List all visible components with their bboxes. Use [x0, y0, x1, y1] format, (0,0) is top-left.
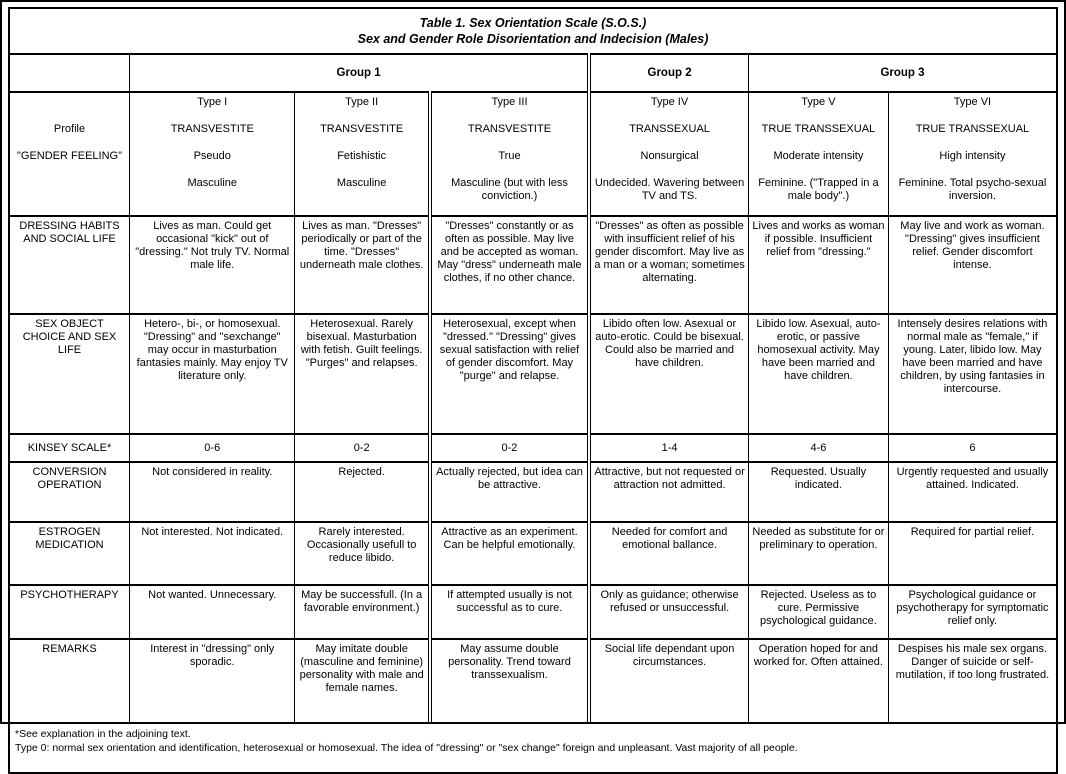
type-header-2: Type II: [345, 96, 379, 108]
estrogen-row: [9, 522, 1057, 585]
footnote-row: [9, 723, 1057, 773]
cell-sex-object-type6: Intensely desires relations with normal male as "female," if young. Later, libido low. May have been married and have children, by using fantasies in intercourse.: [888, 314, 1057, 434]
cell-dressing-type3: "Dresses" constantly or as often as possible. May live and be accepted as woman. May "dress" underneath male clothes, if no other chance.: [430, 216, 589, 314]
cell-kinsey-type1: 0-6: [130, 434, 295, 462]
profile-label-spacer: [13, 96, 126, 109]
row-label-kinsey: KINSEY SCALE*: [9, 434, 130, 462]
type5-subtype: Moderate intensity: [773, 150, 864, 162]
cell-dressing-type5: Lives and works as woman if possible. Insufficient relief from "dressing.": [748, 216, 888, 314]
cell-estrogen-type3: Attractive as an experiment. Can be helpful emotionally.: [430, 522, 589, 585]
type2-name: TRANSVESTITE: [320, 123, 404, 135]
cell-sex-object-type4: Libido often low. Asexual or auto-erotic. Could be bisexual. Could also be married and have children.: [589, 314, 748, 434]
cell-conversion-type2: Rejected.: [295, 462, 430, 522]
type3-name: TRANSVESTITE: [467, 123, 552, 135]
cell-psychotherapy-type3: If attempted usually is not successful as to cure.: [430, 585, 589, 639]
profile-cell-type5: [748, 92, 888, 216]
cell-remarks-type3: May assume double personality. Trend toward transsexualism.: [430, 639, 589, 723]
type1-name: TRANSVESTITE: [170, 123, 254, 135]
type5-feeling: Feminine. ("Trapped in a male body".): [758, 177, 879, 202]
row-label-conversion: CONVERSION OPERATION: [9, 462, 130, 522]
row-label-estrogen: ESTROGEN MEDICATION: [9, 522, 130, 585]
row-label-psychotherapy: PSYCHOTHERAPY: [9, 585, 130, 639]
type5-name: TRUE TRANSSEXUAL: [761, 123, 876, 135]
profile-cell-type6: [888, 92, 1057, 216]
title-row: [9, 8, 1057, 54]
cell-dressing-type4: "Dresses" as often as possible with insufficient relief of his gender discomfort. May live as a man or a woman; sometimes alternating.: [589, 216, 748, 314]
cell-estrogen-type5: Needed as substitute for or preliminary to operation.: [748, 522, 888, 585]
cell-conversion-type3: Actually rejected, but idea can be attractive.: [430, 462, 589, 522]
cell-psychotherapy-type4: Only as guidance; otherwise refused or unsuccessful.: [589, 585, 748, 639]
footnote-line2: Type 0: normal sex orientation and identification, heterosexual or homosexual. The idea of "dressing" or "sex change" foreign and unpleasant. Vast majority of all people.: [15, 742, 798, 754]
cell-kinsey-type5: 4-6: [748, 434, 888, 462]
cell-dressing-type6: May live and work as woman. "Dressing" gives insufficient relief. Gender discomfort intense.: [888, 216, 1057, 314]
row-label-profile: [9, 92, 130, 216]
type1-subtype: Pseudo: [193, 150, 231, 162]
table-title-line1: Table 1. Sex Orientation Scale (S.O.S.): [419, 16, 647, 30]
cell-remarks-type6: Despises his male sex organs. Danger of suicide or self-mutilation, if too long frustrated.: [888, 639, 1057, 723]
type6-subtype: High intensity: [939, 150, 1006, 162]
cell-psychotherapy-type2: May be successfull. (In a favorable environment.): [295, 585, 430, 639]
type3-feeling: Masculine (but with less conviction.): [451, 177, 568, 202]
group-header-row: [9, 54, 1057, 92]
footnote-cell: [9, 723, 1057, 773]
profile-cell-type2: [295, 92, 430, 216]
cell-dressing-type2: Lives as man. "Dresses" periodically or part of the time. "Dresses" underneath male clothes.: [295, 216, 430, 314]
remarks-row: [9, 639, 1057, 723]
cell-sex-object-type2: Heterosexual. Rarely bisexual. Masturbation with fetish. Guilt feelings. "Purges" and relapses.: [295, 314, 430, 434]
cell-conversion-type4: Attractive, but not requested or attraction not admitted.: [589, 462, 748, 522]
type2-subtype: Fetishistic: [337, 150, 387, 162]
footnote-line1: *See explanation in the adjoining text.: [15, 728, 191, 740]
cell-psychotherapy-type5: Rejected. Useless as to cure. Permissive psychological guidance.: [748, 585, 888, 639]
cell-psychotherapy-type6: Psychological guidance or psychotherapy for symptomatic relief only.: [888, 585, 1057, 639]
cell-remarks-type5: Operation hoped for and worked for. Often attained.: [748, 639, 888, 723]
profile-cell-type1: [130, 92, 295, 216]
table-title-line2: Sex and Gender Role Disorientation and Indecision (Males): [357, 32, 709, 46]
dressing-row: [9, 216, 1057, 314]
cell-dressing-type1: Lives as man. Could get occasional "kick" out of "dressing." Not truly TV. Normal male life.: [130, 216, 295, 314]
type-header-1: Type I: [197, 96, 228, 108]
kinsey-row: [9, 434, 1057, 462]
type-header-4: Type IV: [650, 96, 689, 108]
cell-kinsey-type6: 6: [888, 434, 1057, 462]
profile-cell-type4: [589, 92, 748, 216]
type-header-6: Type VI: [953, 96, 992, 108]
type4-name: TRANSSEXUAL: [629, 123, 710, 135]
cell-estrogen-type4: Needed for comfort and emotional ballance.: [589, 522, 748, 585]
cell-estrogen-type6: Required for partial relief.: [888, 522, 1057, 585]
cell-psychotherapy-type1: Not wanted. Unnecessary.: [130, 585, 295, 639]
conversion-row: [9, 462, 1057, 522]
type2-feeling: Masculine: [336, 177, 387, 189]
type-header-5: Type V: [801, 96, 836, 108]
profile-label-line1: Profile: [53, 123, 86, 135]
cell-remarks-type4: Social life dependant upon circumstances.: [589, 639, 748, 723]
cell-conversion-type6: Urgently requested and usually attained. Indicated.: [888, 462, 1057, 522]
type-header-3: Type III: [491, 96, 528, 108]
cell-estrogen-type1: Not interested. Not indicated.: [130, 522, 295, 585]
cell-remarks-type2: May imitate double (masculine and feminine) personality with male and female names.: [295, 639, 430, 723]
type1-feeling: Masculine: [187, 177, 238, 189]
group-header-1: Group 1: [130, 54, 590, 92]
profile-row: [9, 92, 1057, 216]
row-label-dressing: DRESSING HABITS AND SOCIAL LIFE: [9, 216, 130, 314]
row-label-sex-object: SEX OBJECT CHOICE AND SEX LIFE: [9, 314, 130, 434]
cell-kinsey-type3: 0-2: [430, 434, 589, 462]
cell-sex-object-type3: Heterosexual, except when "dressed." "Dressing" gives sexual satisfaction with relief of gender discomfort. May "purge" and relapse.: [430, 314, 589, 434]
cell-sex-object-type5: Libido low. Asexual, auto-erotic, or passive homosexual activity. May have been married and have children.: [748, 314, 888, 434]
cell-estrogen-type2: Rarely interested. Occasionally usefull to reduce libido.: [295, 522, 430, 585]
type4-subtype: Nonsurgical: [640, 150, 699, 162]
group-header-empty-cell: [9, 54, 130, 92]
type4-feeling: Undecided. Wavering between TV and TS.: [594, 177, 745, 202]
profile-label-line2: "GENDER FEELING": [17, 150, 122, 162]
cell-conversion-type1: Not considered in reality.: [130, 462, 295, 522]
type6-name: TRUE TRANSSEXUAL: [915, 123, 1030, 135]
cell-conversion-type5: Requested. Usually indicated.: [748, 462, 888, 522]
table-title: [9, 8, 1057, 54]
row-label-remarks: REMARKS: [9, 639, 130, 723]
cell-remarks-type1: Interest in "dressing" only sporadic.: [130, 639, 295, 723]
type6-feeling: Feminine. Total psycho-sexual inversion.: [898, 177, 1047, 202]
cell-kinsey-type4: 1-4: [589, 434, 748, 462]
psychotherapy-row: [9, 585, 1057, 639]
cell-kinsey-type2: 0-2: [295, 434, 430, 462]
sex-object-row: [9, 314, 1057, 434]
group-header-2: Group 2: [589, 54, 748, 92]
cell-sex-object-type1: Hetero-, bi-, or homosexual. "Dressing" and "sexchange" may occur in masturbation fantasies mainly. May enjoy TV literature only.: [130, 314, 295, 434]
group-header-3: Group 3: [748, 54, 1057, 92]
profile-cell-type3: [430, 92, 589, 216]
sos-table: [8, 7, 1058, 774]
type3-subtype: True: [498, 150, 521, 162]
